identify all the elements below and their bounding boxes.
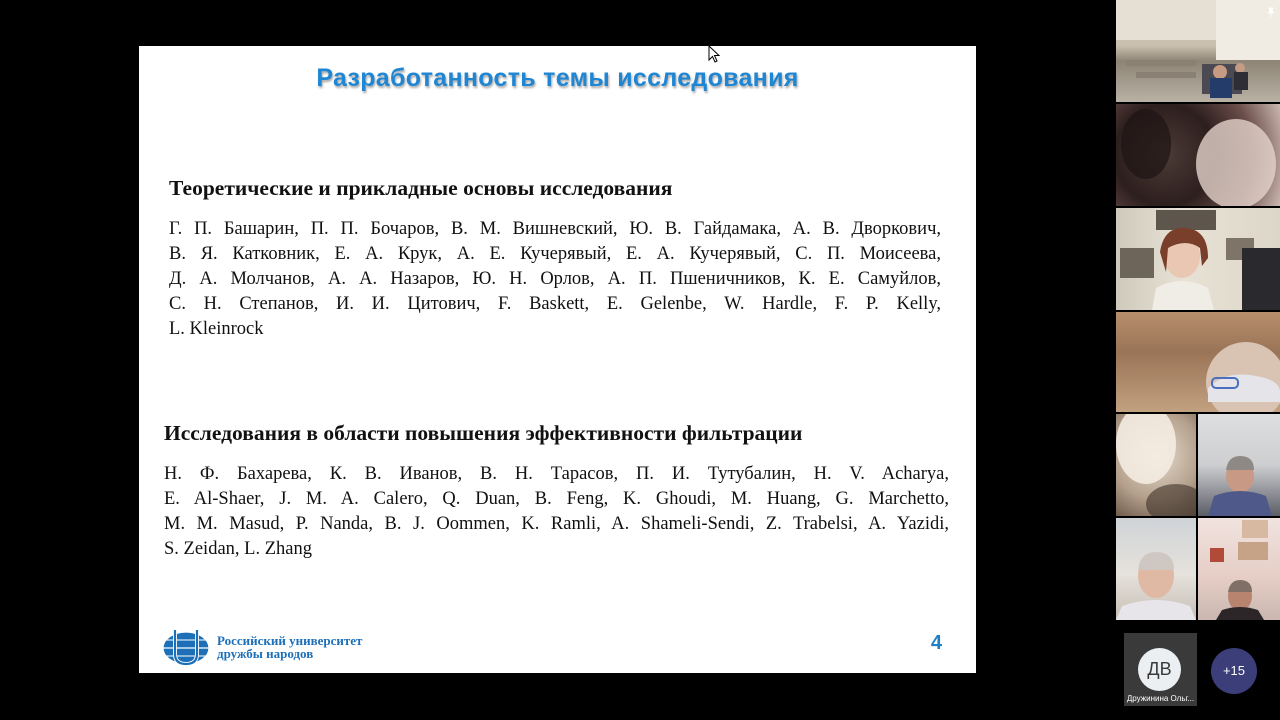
more-participants-button[interactable]: +15 <box>1211 648 1257 694</box>
section1-line: Д. А. Молчанов, А. А. Назаров, Ю. Н. Орлов, А. П. Пшеничников, К. Е. Самуйлов, <box>169 269 941 289</box>
university-logo <box>161 626 362 668</box>
participant-video-tile[interactable] <box>1116 518 1196 620</box>
participant-name: Дружинина Ольг... <box>1126 694 1195 703</box>
participant-video-tile[interactable] <box>1116 0 1280 102</box>
participant-video-tile[interactable] <box>1116 312 1280 412</box>
university-emblem-icon <box>161 626 211 668</box>
participant-video-tile[interactable] <box>1116 208 1280 310</box>
section2-line: M. M. Masud, P. Nanda, B. J. Oommen, K. Ramli, A. Shameli-Sendi, Z. Trabelsi, A. Yazidi, <box>164 514 949 534</box>
participant-man-glasses-video <box>1116 312 1280 412</box>
participant-man-home-video <box>1198 518 1280 620</box>
blurred-face-video <box>1116 414 1196 516</box>
university-name <box>217 634 362 660</box>
university-name-line2: дружбы народов <box>217 646 314 661</box>
participant-man-video <box>1198 414 1280 516</box>
participant-older-man-video <box>1116 518 1196 620</box>
section1-line: С. Н. Степанов, И. И. Цитович, F. Baskett, E. Gelenbe, W. Hardle, F. P. Kelly, <box>169 294 941 314</box>
shared-slide <box>139 46 976 673</box>
participant-avatar-tile[interactable] <box>1124 633 1197 706</box>
blurred-video <box>1116 104 1280 206</box>
section1-line: Г. П. Башарин, П. П. Бочаров, В. М. Вишневский, Ю. В. Гайдамака, А. В. Дворкович, <box>169 219 941 239</box>
avatar: ДВ <box>1138 648 1181 691</box>
slide-page-number: 4 <box>930 632 942 654</box>
section2-heading: Исследования в области повышения эффективности фильтрации <box>164 421 803 445</box>
pin-icon[interactable] <box>1266 4 1276 14</box>
conference-room-video <box>1116 0 1280 102</box>
participant-woman-video <box>1116 208 1280 310</box>
mouse-cursor-icon <box>708 45 720 63</box>
section1-line: L. Kleinrock <box>169 319 264 339</box>
section2-line: E. Al-Shaer, J. M. A. Calero, Q. Duan, B. Feng, K. Ghoudi, M. Huang, G. Marchetto, <box>164 489 949 509</box>
participant-video-tile[interactable] <box>1198 518 1280 620</box>
slide-title: Разработанность темы исследования <box>316 64 799 92</box>
participant-video-tile[interactable] <box>1116 414 1196 516</box>
section1-authors <box>169 217 941 342</box>
section2-line: Н. Ф. Бахарева, К. В. Иванов, В. Н. Тарасов, П. И. Тутубалин, H. V. Acharya, <box>164 464 949 484</box>
section1-line: В. Я. Катковник, Е. А. Крук, А. Е. Кучерявый, Е. А. Кучерявый, С. П. Моисеева, <box>169 244 941 264</box>
participant-video-tile[interactable] <box>1116 104 1280 206</box>
university-name-line1: Российский университет <box>217 633 363 648</box>
participant-video-tile[interactable] <box>1198 414 1280 516</box>
participant-strip <box>1116 0 1280 620</box>
section1-heading: Теоретические и прикладные основы исследования <box>169 176 673 200</box>
section2-line: S. Zeidan, L. Zhang <box>164 539 312 559</box>
section2-authors <box>164 462 949 562</box>
